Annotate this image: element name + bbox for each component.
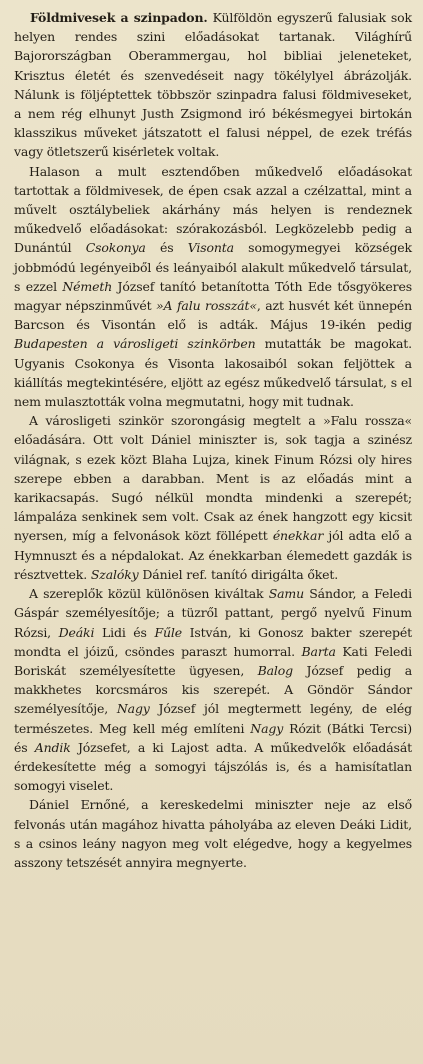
text-run: Külföldön egyszerű falusiak sok helyen rendes szini előadásokat tartanak. Világhírű Bajorországban Oberammergau, hol bibliai jeleneteket, Krisztus életét és szenvedéseit nagy tökélylyel ábrázolják. Nálunk is följéptettek többször szinpadra falusi földmiveseket, a nem rég elhunyt Justh Zsigmond iró békésmegyei birtokán klasszikus műveket játszatott el falusi néppel, de ezek tréfás vagy ötletszerű kisérletek voltak. [14, 10, 412, 160]
text-run: Dániel ref. tanító dirigálta őket. [138, 566, 339, 582]
text-run: somogymegyei községek jobbmódú legényeiből és leányaiból alakult műkedvelő társulat, s ezzel [14, 240, 412, 294]
text-run: jól adta elő a Hymnuszt és a népdalokat. Az énekkarban élemedett gazdák is résztvettek. [14, 528, 412, 582]
text-run: Józsefet, a ki Lajost adta. A műkedvelők előadását érdekesítette még a somogyi tájszólás is, és a hamisítatlan somogyi viselet. [14, 739, 412, 794]
person-name-nagy: Nagy [116, 701, 150, 717]
person-name-andik: Andik [34, 739, 71, 755]
article-title: Földmivesek a szinpadon. [30, 10, 208, 25]
text-run: mutatták be magokat. Ugyanis Csokonya és Visonta lakosaiból sokan feljöttek a kiállítás megtekintésére, eljött az egész műkedvelő társulat, s el nem mulasztották volna megmutatni, hogy mit tudnak. [14, 336, 412, 410]
paragraph-5 [14, 795, 412, 872]
paragraph-2 [14, 162, 412, 412]
text-run: József tanító betanította Tóth Ede tősgyökeres magyar népszinművét [14, 278, 412, 314]
text-run: József jól megtermett legény, de elég természetes. Meg kell még említeni [14, 701, 412, 736]
venue-name: Budapesten a városligeti szinkörben [14, 336, 256, 352]
text-run: István, ki Gonosz bakter szerepét mondta el jóizű, csöndes paraszt humorral. [14, 624, 412, 659]
text-run: József pedig a makkhetes korcsmáros kis szerepét. A Göndör Sándor személyesítője, [14, 662, 412, 717]
person-name-fule: Fűle [154, 624, 182, 640]
place-name-csokonya: Csokonya [85, 240, 146, 256]
person-name-nagy-rozi: Nagy [250, 720, 284, 736]
article [14, 8, 412, 872]
person-name-nemeth: Németh [62, 278, 113, 294]
paragraph-3 [14, 411, 412, 584]
person-name-samu: Samu [268, 586, 305, 602]
person-name-barta: Barta [301, 643, 336, 659]
text-run: , azt husvét két ünnepén Barcson és Visontán elő is adták. Május 19-ikén pedig [14, 298, 413, 333]
place-name-visonta: Visonta [187, 240, 234, 256]
play-title: »A falu rosszát« [156, 298, 257, 314]
text-run: A városligeti szinkör szorongásig megtelt a »Falu rossza« előadására. Ott volt Dániel miniszter is, sok tagja a szinész világnak, s ezek közt Blaha Lujza, kinek Finum Rózsi oly hires szerepe ebben a darabban. Ment is az előadás mint a karikacsapás. Sugó nélkül mondta mindenki a szerepét; lámpaláza senkinek sem volt. Csak az ének hangzott egy kicsit nyersen, míg a felvonások közt föllépett [14, 413, 412, 544]
paragraph-4 [14, 584, 412, 795]
person-name-balog: Balog [257, 662, 294, 678]
person-name-szaloky: Szalóky [90, 566, 139, 582]
emphasis-enekkar: énekkar [272, 528, 324, 544]
text-run: Kati Feledi Boriskát személyesítette ügyesen, [14, 643, 412, 678]
text-run: Sándor, a Feledi Gáspár személyesítője; a tüzről pattant, pergő nyelvű Finum Rózsi, [14, 586, 412, 640]
text-run: Lidi és [94, 624, 155, 640]
paragraph-1 [14, 8, 412, 162]
text-run: Halason a mult esztendőben műkedvelő előadásokat tartottak a földmivesek, de épen csak azzal a czélzattal, mint a művelt osztálybeliek akárhány más helyen is rendeznek műkedvelő előadásokat: szórakozásból. Legközelebb pedig a Dunántúl [14, 163, 412, 256]
text-run: és [145, 240, 188, 256]
text-run: A szereplők közül különösen kiváltak [29, 586, 269, 602]
text-run: Dániel Ernőné, a kereskedelmi miniszter neje az első felvonás után magához hivatta páholyába az eleven Deáki Lidit, s a csinos leány nagyon meg volt elégedve, hogy a kegyelmes asszony tetszését annyira megnyerte. [14, 797, 412, 870]
text-run: Rózit (Bátki Tercsi) és [14, 720, 412, 755]
person-name-deaki: Deáki [58, 624, 95, 640]
